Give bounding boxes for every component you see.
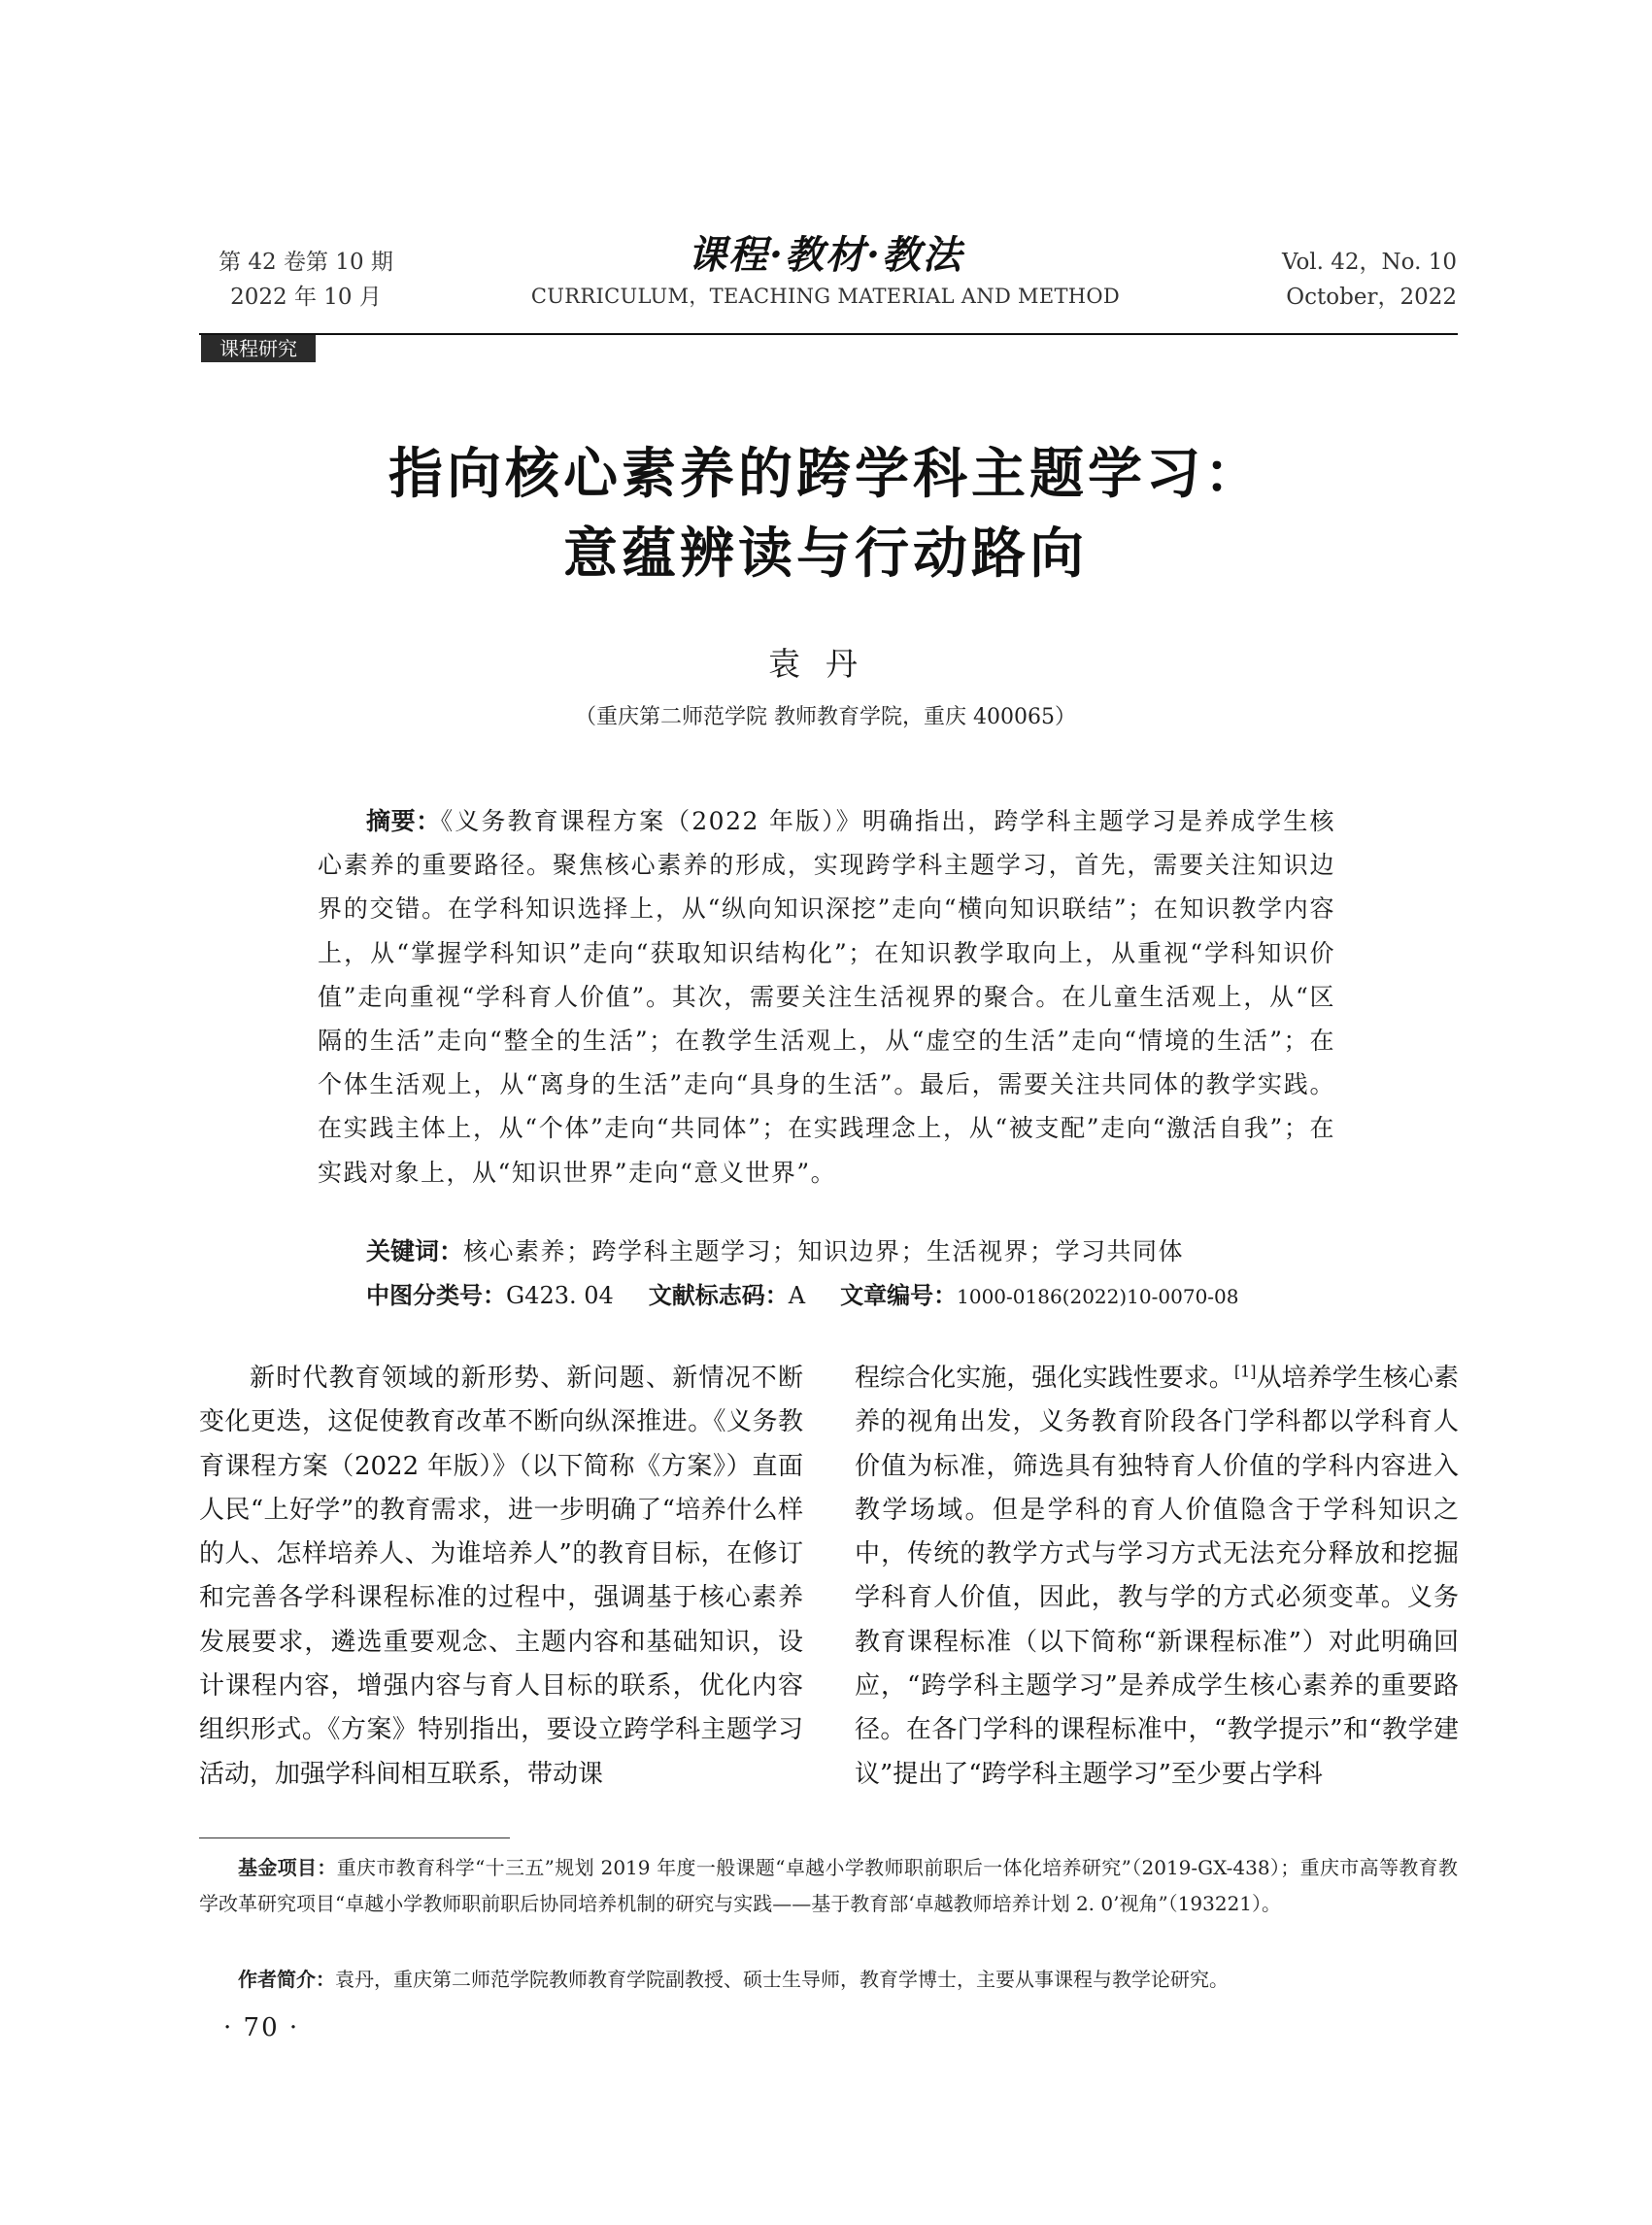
title-line-2: 意蕴辨读与行动路向 bbox=[563, 523, 1088, 586]
fund-text: 重庆市教育科学“十三五”规划 2019 年度一般课题“卓越小学教师职前职后一体化培养研究”（2019-GX-438）；重庆市高等教育教学改革研究项目“卓越小学教师职前职后协同培养机制的研究与实践——基于教育部‘卓越教师培养计划 2. 0’视角”（193221）。 bbox=[199, 1856, 1458, 1915]
section-tag: 课程研究 bbox=[201, 335, 316, 362]
abstract-label: 摘要： bbox=[366, 807, 441, 835]
page-number: · 70 · bbox=[223, 2013, 300, 2042]
author-bio-text: 袁丹，重庆第二师范学院教师教育学院副教授、硕士生导师，教育学博士，主要从事课程与教学论研究。 bbox=[335, 1968, 1229, 1991]
body-column-left bbox=[199, 1357, 803, 1797]
volume-en: Vol. 42，No. 10 bbox=[1281, 250, 1457, 275]
issue-info-en bbox=[1233, 245, 1457, 315]
volume-cn: 第 42 卷第 10 期 bbox=[219, 250, 393, 275]
footnote-author bbox=[199, 1962, 1458, 1998]
footnote-fund bbox=[199, 1850, 1458, 1922]
keywords-label: 关键词： bbox=[366, 1237, 464, 1265]
header-rule bbox=[199, 333, 1458, 335]
abstract-text: 《义务教育课程方案（2022 年版）》明确指出，跨学科主题学习是养成学生核心素养的重要路径。聚焦核心素养的形成，实现跨学科主题学习，首先，需要关注知识边界的交错。在学科知识选择上，从“纵向知识深挖”走向“横向知识联结”；在知识教学内容上，从“掌握学科知识”走向“获取知识结构化”；在知识教学取向上，从重视“学科知识价值”走向重视“学科育人价值”。其次，需要关注生活视界的聚合。在儿童生活观上，从“区隔的生活”走向“整全的生活”；在教学生活观上，从“虚空的生活”走向“情境的生活”；在个体生活观上，从“离身的生活”走向“具身的生活”。最后，需要关注共同体的教学实践。在实践主体上，从“个体”走向“共同体”；在实践理念上，从“被支配”走向“激活自我”；在实践对象上，从“知识世界”走向“意义世界”。 bbox=[318, 807, 1335, 1187]
date-en: October，2022 bbox=[1286, 285, 1457, 310]
doc-code-value: A bbox=[788, 1282, 806, 1309]
body-paragraph-continued bbox=[855, 1357, 1459, 1797]
citation-ref: [1] bbox=[1233, 1362, 1257, 1381]
body-column-right bbox=[855, 1357, 1459, 1797]
body-paragraph: 新时代教育领域的新形势、新问题、新情况不断变化更迭，这促使教育改革不断向纵深推进。《义务教育课程方案（2022 年版）》（以下简称《方案》）直面人民“上好学”的教育需求，进一步明确了“培养什么样的人、怎样培养人、为谁培养人”的教育目标，在修订和完善各学科课程标准的过程中，强调基于核心素养发展要求，遴选重要观念、主题内容和基础知识，设计课程内容，增强内容与育人目标的联系，优化内容组织形式。《方案》特别指出，要设立跨学科主题学习活动，加强学科间相互联系，带动课 bbox=[199, 1364, 803, 1789]
footnote-rule bbox=[199, 1837, 510, 1838]
article-no-label: 文章编号： bbox=[840, 1282, 958, 1309]
journal-name-en: CURRICULUM，TEACHING MATERIAL AND METHOD bbox=[530, 285, 1121, 308]
title-line-1: 指向核心素养的跨学科主题学习： bbox=[388, 443, 1263, 506]
journal-name-cn: 课程·教材·教法 bbox=[688, 232, 963, 278]
fund-label: 基金项目： bbox=[238, 1856, 337, 1879]
clc-label: 中图分类号： bbox=[366, 1282, 506, 1309]
keywords-text: 核心素养；跨学科主题学习；知识边界；生活视界；学习共同体 bbox=[463, 1237, 1185, 1265]
abstract bbox=[318, 799, 1335, 1195]
author-bio-label: 作者简介： bbox=[238, 1968, 335, 1991]
author-affiliation: （重庆第二师范学院 教师教育学院，重庆 400065） bbox=[575, 705, 1076, 729]
keywords bbox=[366, 1230, 1337, 1273]
doc-code-label: 文献标志码： bbox=[648, 1282, 789, 1309]
body-text-b: 从培养学生核心素养的视角出发，义务教育阶段各门学科都以学科育人价值为标准，筛选具有独特育人价值的学科内容进入教学场域。但是学科的育人价值隐含于学科知识之中，传统的教学方式与学习方式无法充分释放和挖掘学科育人价值，因此，教与学的方式必须变革。义务教育课程标准（以下简称“新课程标准”）对此明确回应，“跨学科主题学习”是养成学生核心素养的重要路径。在各门学科的课程标准中，“教学提示”和“教学建议”提出了“跨学科主题学习”至少要占学科 bbox=[855, 1364, 1459, 1789]
body-text-a: 程综合化实施，强化实践性要求。 bbox=[855, 1364, 1234, 1393]
journal-masthead bbox=[524, 229, 1127, 311]
article-no-value: 1000-0186(2022)10-0070-08 bbox=[957, 1285, 1239, 1308]
author-name: 袁丹 bbox=[768, 645, 883, 683]
issue-info-cn bbox=[194, 245, 418, 315]
clc-value: G423. 04 bbox=[506, 1282, 614, 1309]
date-cn: 2022 年 10 月 bbox=[230, 285, 382, 310]
classification-info bbox=[366, 1274, 1337, 1318]
article-title bbox=[194, 435, 1457, 594]
